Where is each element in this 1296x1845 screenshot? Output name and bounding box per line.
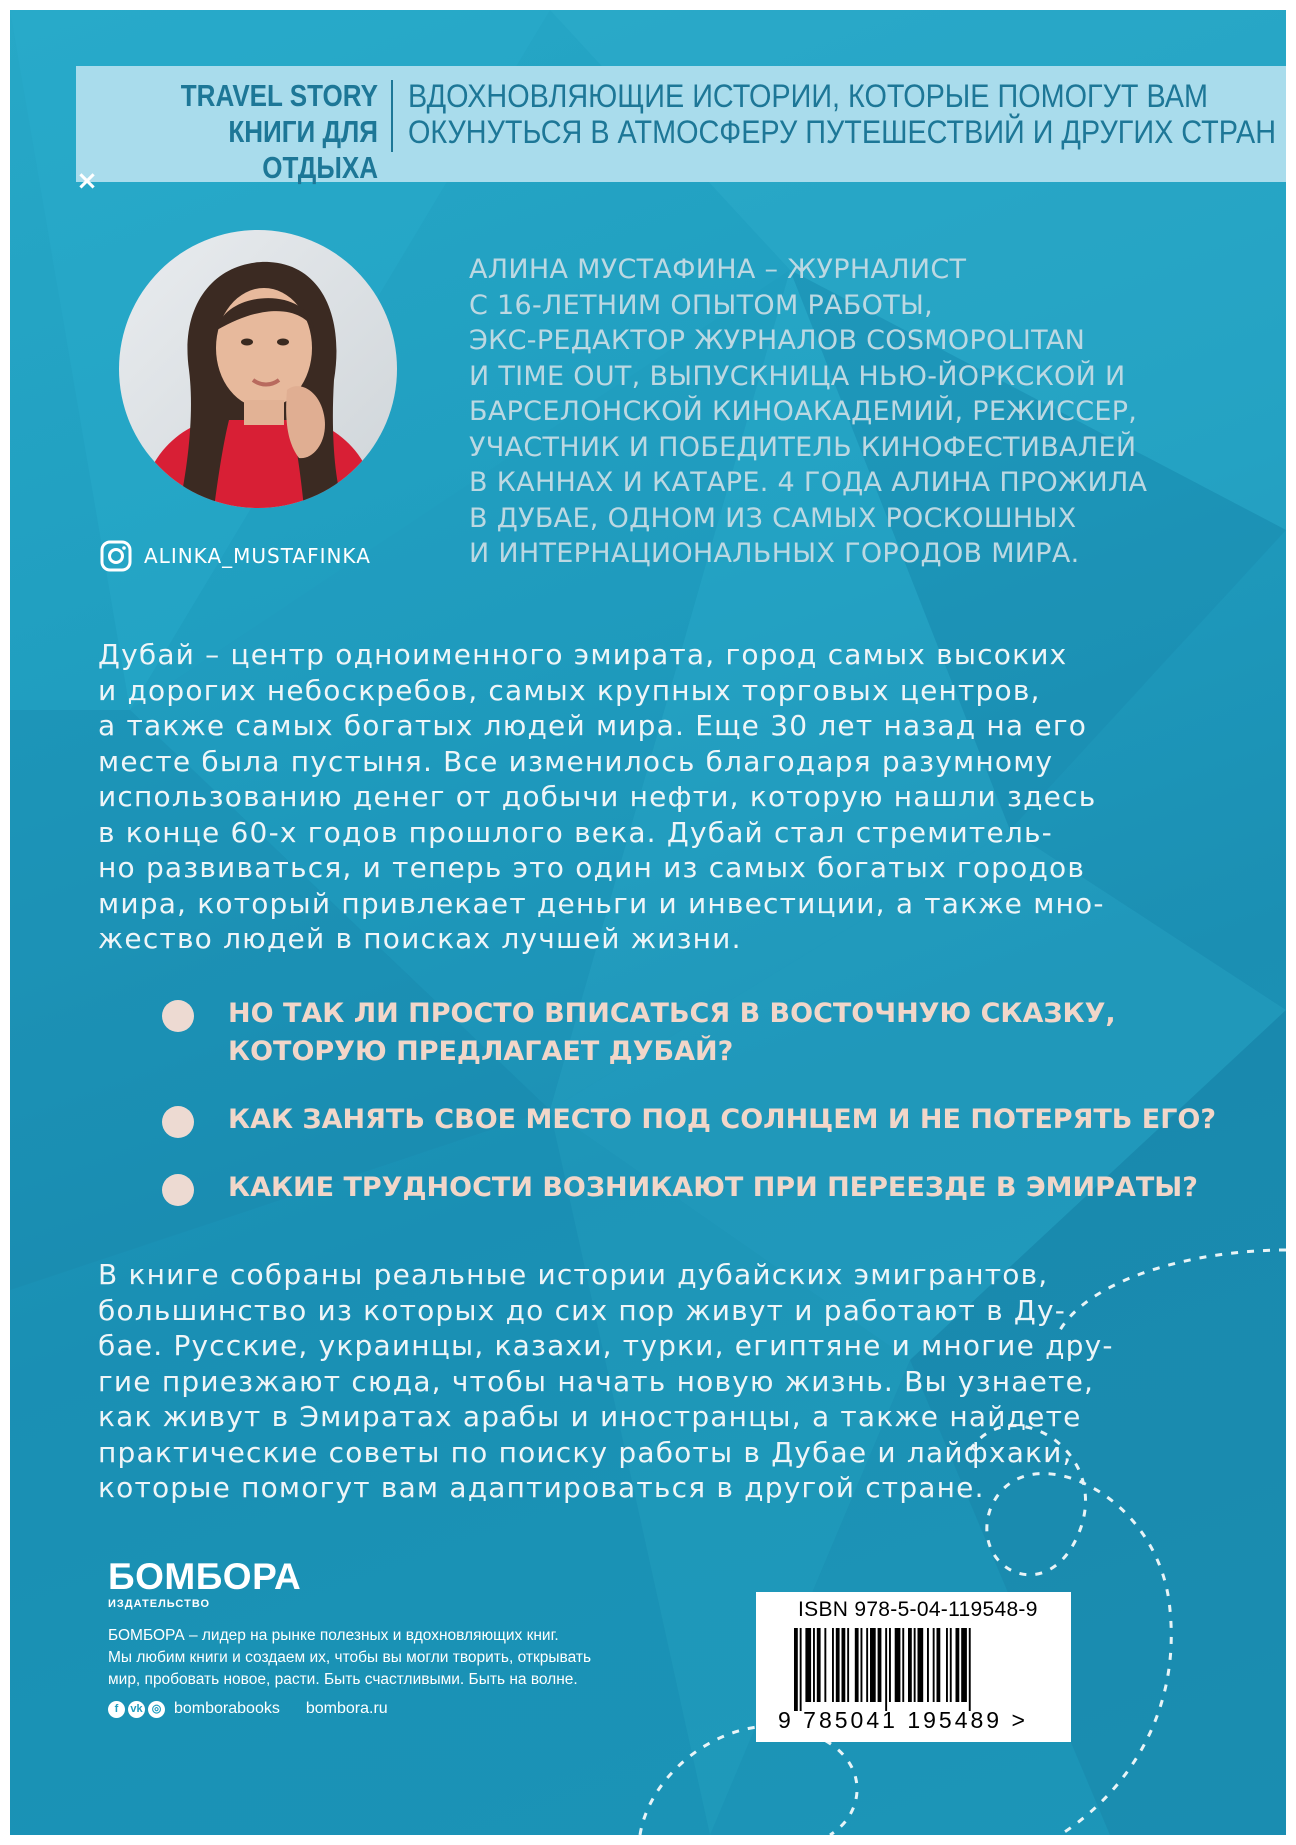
barcode-bar [946,1628,948,1702]
bio-line: В ДУБАЕ, ОДНОМ ИЗ САМЫХ РОСКОШНЫХ [469,502,1077,534]
question-text: КАК ЗАНЯТЬ СВОЕ МЕСТО ПОД СОЛНЦЕМ И НЕ ПОТЕРЯТЬ ЕГО? [228,1104,1217,1135]
publisher-website: bombora.ru [305,1700,388,1717]
bio-line: ЭКС-РЕДАКТОР ЖУРНАЛОВ COSMOPOLITAN [469,325,1086,356]
barcode [794,1628,1042,1711]
series-name: TRAVEL STORY [180,78,378,113]
stories-line: практические советы по поиску работы в Дубае и лайфхаки, [98,1435,1073,1469]
stories-line: которые помогут вам адаптироваться в другой стране. [98,1471,985,1504]
bio-line: В КАННАХ И КАТАРЕ. 4 ГОДА АЛИНА ПРОЖИЛА [469,467,1148,498]
barcode-bar [969,1628,971,1711]
publisher-about [108,1625,708,1691]
bio-line: И TIME OUT, ВЫПУСКНИЦА НЬЮ-ЙОРКСКОЙ И [469,360,1126,392]
barcode-bar [933,1628,935,1702]
publisher-about-line: БОМБОРА – лидер на рынке полезных и вдохновляющих книг. [108,1627,559,1644]
barcode-bar [794,1628,798,1711]
publisher-social [108,1700,388,1718]
bullet-dot [162,1106,194,1138]
description-line: и дорогих небоскребов, самых крупных торговых центров, [98,673,1041,707]
barcode-bar [918,1628,924,1702]
bullet-dot [162,1000,194,1032]
author-photo [119,230,397,508]
stories-line: большинство из которых до сих пор живут и работают в Ду- [98,1293,1067,1327]
instagram-icon [100,540,132,572]
description-line: а также самых богатых людей мира. Еще 30 лет назад на его [98,709,1088,742]
author-bio [469,252,1269,572]
stories-line: В книге собраны реальные истории дубайских эмигрантов, [98,1258,1049,1291]
barcode-bar [861,1628,863,1702]
series-tagline-line-1: ВДОХНОВЛЯЮЩИЕ ИСТОРИИ, КОТОРЫЕ ПОМОГУТ ВАМ [408,78,1208,114]
facebook-icon: f [108,1701,125,1718]
stories-line: гие приезжают сюда, чтобы начать новую жизнь. Вы узнаете, [98,1364,1095,1398]
bio-line: АЛИНА МУСТАФИНА – ЖУРНАЛИСТ [469,254,967,285]
barcode-bar [878,1628,882,1702]
barcode-bar [836,1628,840,1702]
social-handle: bomborabooks [174,1700,280,1717]
book-stories [98,1257,1218,1506]
series-title [124,78,378,186]
description-line: но развиваться, и теперь это один из самых богатых городов [98,851,1086,884]
question-text: КАКИЕ ТРУДНОСТИ ВОЗНИКАЮТ ПРИ ПЕРЕЕЗДЕ В ЭМИРАТЫ? [228,1172,1198,1203]
barcode-bar [956,1628,960,1702]
publisher-logo-subtitle: ИЗДАТЕЛЬСТВО [108,1598,211,1610]
close-mark-icon: × [76,166,98,196]
barcode-bar [855,1628,859,1702]
barcode-bar [961,1628,967,1702]
bio-line: И ИНТЕРНАЦИОНАЛЬНЫХ ГОРОДОВ МИРА. [469,538,1080,569]
publisher-about-line: Мы любим книги и создаем их, чтобы вы могли творить, открывать [108,1649,592,1666]
question-text [228,995,1116,1071]
barcode-bar [895,1628,901,1702]
barcode-bar [842,1628,846,1702]
isbn-label: ISBN 978-5-04-119548-9 [798,1598,1038,1621]
bio-line: БАРСЕЛОНСКОЙ КИНОАКАДЕМИЙ, РЕЖИССЕР, [469,396,1138,427]
barcode-bar [870,1628,876,1702]
description-line: месте была пустыня. Все изменилось благодаря разумному [98,744,1054,778]
description-line: использованию денег от добычи нефти, которую нашли здесь [98,780,1097,813]
barcode-bar [866,1628,868,1702]
isbn-digits: 9 785041 195489 > [778,1707,1028,1733]
barcode-bar [817,1628,821,1702]
bio-line: С 16-ЛЕТНИМ ОПЫТОМ РАБОТЫ, [469,289,933,321]
bio-line: УЧАСТНИК И ПОБЕДИТЕЛЬ КИНОФЕСТИВАЛЕЙ [469,431,1137,463]
description-line: жество людей в поисках лучшей жизни. [98,922,742,955]
series-subtitle: КНИГИ ДЛЯ ОТДЫХА [228,114,378,185]
stories-line: бае. Русские, украинцы, казахи, турки, египтяне и многие дру- [98,1329,1114,1362]
barcode-bar [847,1628,849,1702]
barcode-bar [832,1628,834,1702]
book-back-cover [10,10,1286,1835]
series-tagline [408,78,1277,150]
barcode-bar [824,1628,826,1702]
barcode-bar [927,1628,929,1702]
barcode-bar [937,1628,941,1702]
barcode-bar [950,1628,952,1702]
series-tagline-line-2: ОКУНУТЬСЯ В АТМОСФЕРУ ПУТЕШЕСТВИЙ И ДРУГИХ СТРАН [408,114,1277,150]
description-line: Дубай – центр одноименного эмирата, город самых высоких [98,638,1068,671]
book-description [98,637,1218,957]
barcode-bar [889,1628,891,1702]
barcode-bar [800,1628,802,1711]
isbn-barcode-box [756,1592,1071,1742]
publisher-logo [108,1558,301,1610]
question-line: КОТОРУЮ ПРЕДЛАГАЕТ ДУБАЙ? [228,1036,734,1067]
publisher-logo-text: БОМБОРА [108,1556,302,1597]
bullet-dot [162,1174,194,1206]
instagram-icon: ◎ [148,1701,165,1718]
barcode-bar [813,1628,815,1702]
description-line: мира, который привлекает деньги и инвестиции, а также мно- [98,886,1105,920]
instagram-handle: ALINKA_MUSTAFINKA [144,544,371,568]
barcode-bar [908,1628,912,1702]
question-line: НО ТАК ЛИ ПРОСТО ВПИСАТЬСЯ В ВОСТОЧНУЮ СКАЗКУ, [228,998,1116,1029]
barcode-bar [885,1628,887,1711]
barcode-bar [914,1628,916,1702]
barcode-bar [902,1628,904,1702]
stories-line: как живут в Эмиратах арабы и иностранцы, а также найдете [98,1400,1082,1433]
author-instagram [100,538,371,574]
vk-icon: vk [128,1701,145,1718]
publisher-about-line: мир, пробовать новое, расти. Быть счастливыми. Быть на волне. [108,1671,578,1688]
barcode-bar [805,1628,811,1702]
series-divider [391,80,393,152]
description-line: в конце 60-х годов прошлого века. Дубай стал стремитель- [98,815,1053,849]
